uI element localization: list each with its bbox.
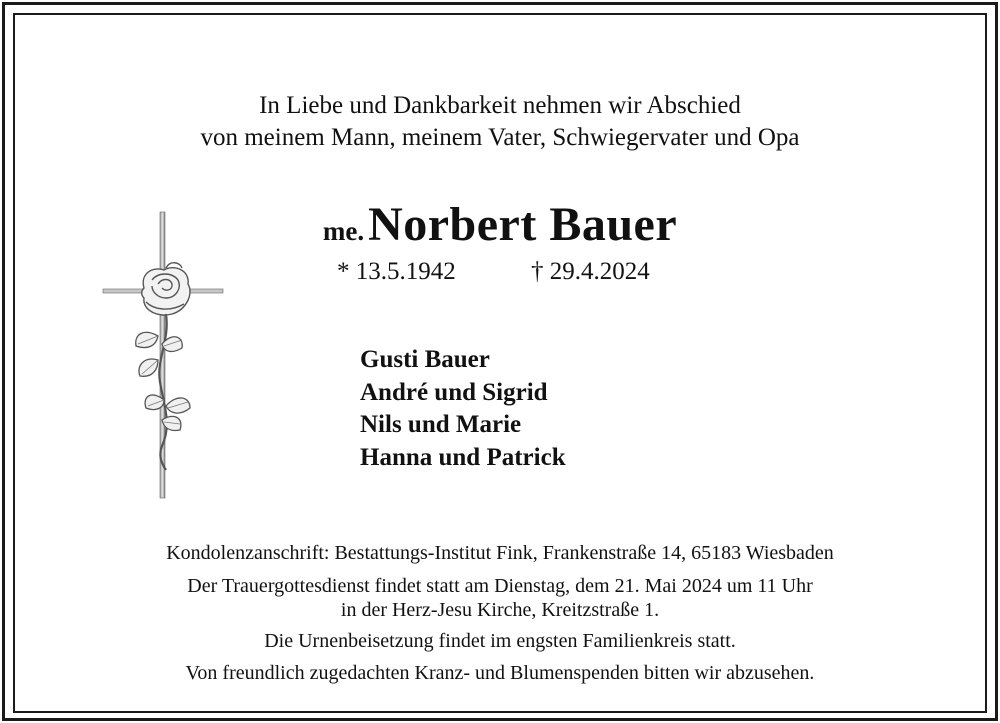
flowers-note: Von freundlich zugedachten Kranz- und Blumenspenden bitten wir abzusehen. [185,662,815,684]
birth-date: * 13.5.1942 [337,258,456,285]
family-list [360,344,566,474]
family-member: Gusti Bauer [360,346,490,373]
condolence-address: Kondolenzanschrift: Bestattungs-Institut Fink, Frankenstraße 14, 65183 Wiesbaden [166,542,834,564]
name-main: Norbert Bauer [368,198,678,251]
death-date: † 29.4.2024 [531,258,650,285]
family-member: Nils und Marie [360,411,522,438]
deceased-name [0,197,1000,252]
urn-burial-note: Die Urnenbeisetzung findet im engsten Familienkreis statt. [264,630,736,652]
cross-with-rose-icon [100,210,230,500]
intro-line-1: In Liebe und Dankbarkeit nehmen wir Abschied [259,92,741,119]
service-info-line-1: Der Trauergottesdienst findet statt am Dienstag, dem 21. Mai 2024 um 11 Uhr [187,575,813,597]
family-member: Hanna und Patrick [360,443,566,471]
intro-line-2: von meinem Mann, meinem Vater, Schwiegervater und Opa [200,124,800,151]
name-prefix: me. [322,216,365,246]
service-info-line-2: in der Herz-Jesu Kirche, Kreitzstraße 1. [340,599,660,621]
family-member: André und Sigrid [360,378,548,406]
